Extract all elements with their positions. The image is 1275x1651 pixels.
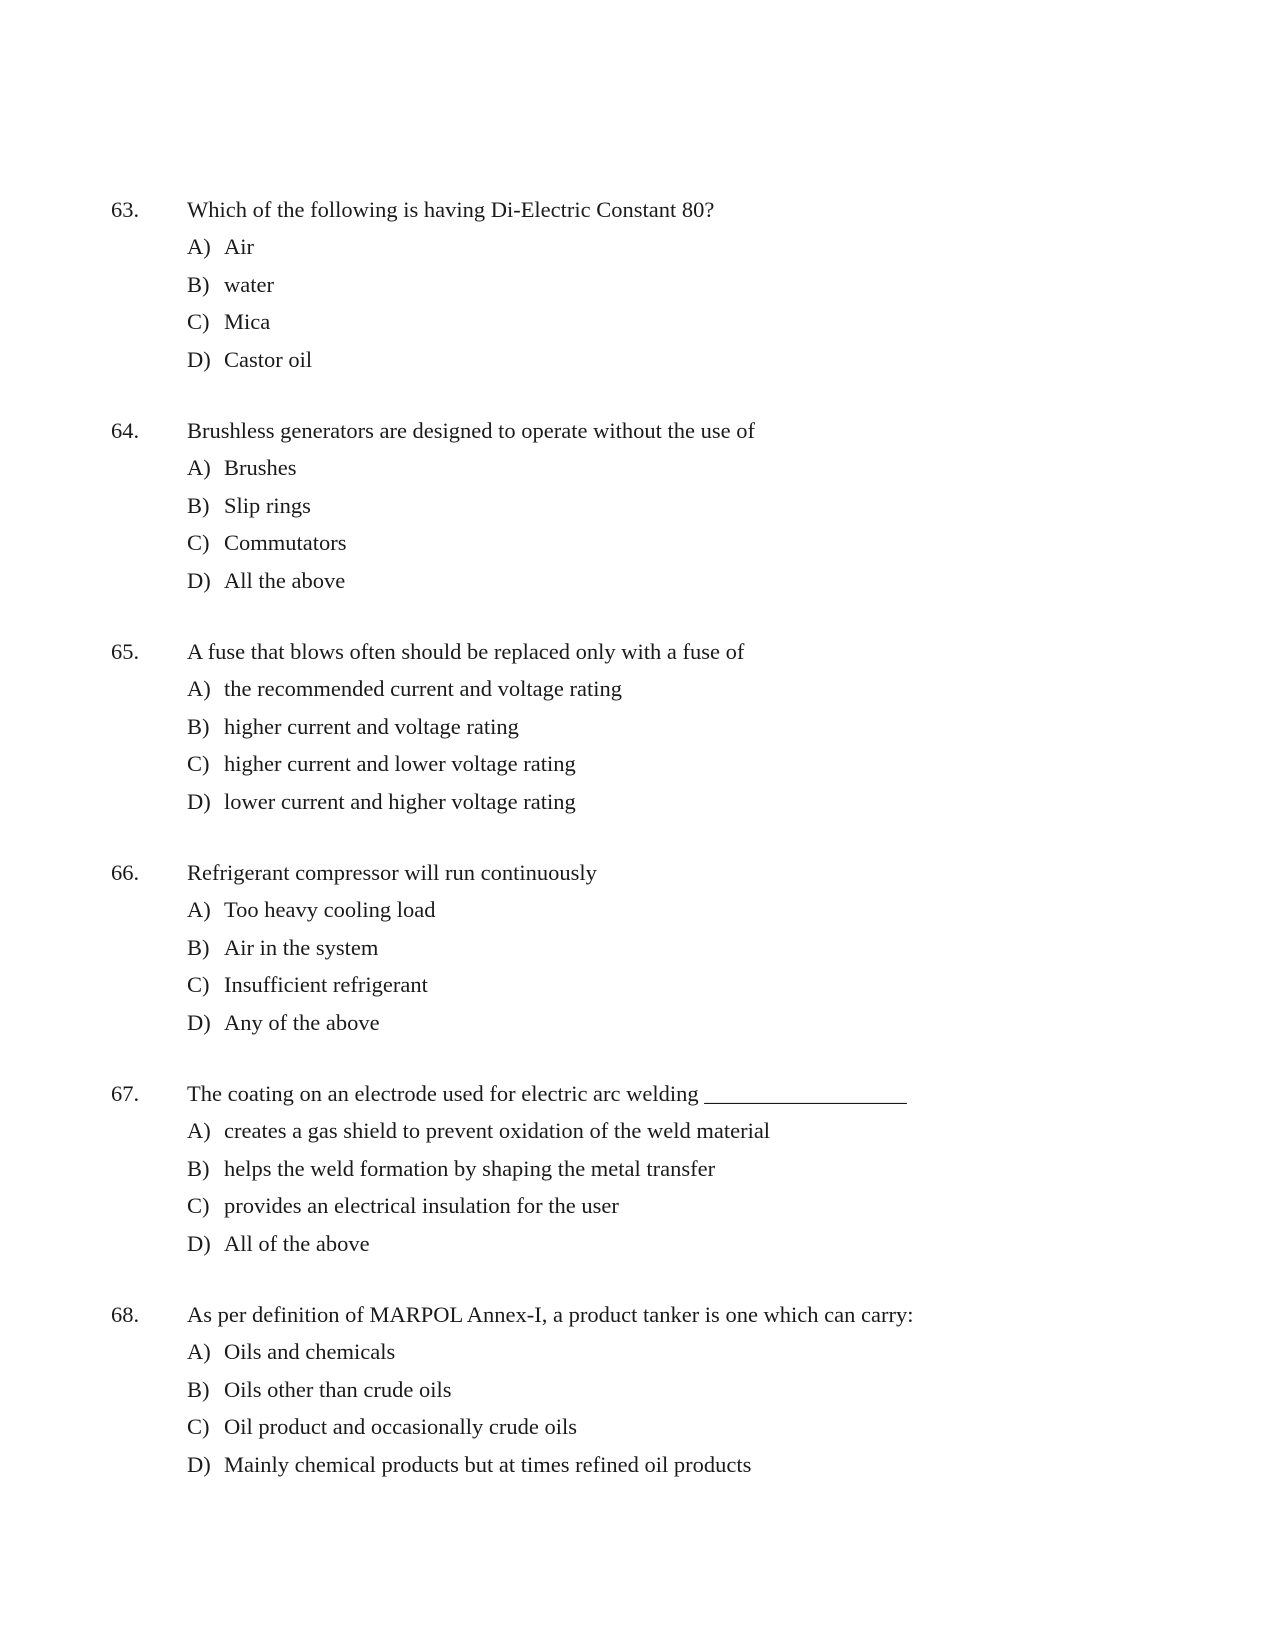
option-b bbox=[0, 266, 1275, 304]
option-text: Brushes bbox=[224, 455, 297, 480]
question-text: The coating on an electrode used for electric arc welding __________________ bbox=[187, 1081, 907, 1106]
option-letter: A) bbox=[187, 676, 211, 701]
option-letter: B) bbox=[187, 934, 210, 960]
option-a bbox=[0, 670, 1275, 708]
option-letter: B) bbox=[187, 713, 210, 739]
question-row bbox=[0, 634, 1275, 670]
option-text: All of the above bbox=[224, 1230, 370, 1256]
option-text: higher current and lower voltage rating bbox=[224, 751, 576, 776]
option-b bbox=[0, 487, 1275, 525]
option-d bbox=[0, 341, 1275, 379]
option-text: Mica bbox=[224, 309, 271, 334]
question-67 bbox=[0, 1076, 1275, 1262]
option-text: provides an electrical insulation for the user bbox=[224, 1193, 619, 1218]
option-c bbox=[0, 1187, 1275, 1225]
option-text: lower current and higher voltage rating bbox=[224, 788, 576, 814]
option-c bbox=[0, 745, 1275, 783]
option-letter: C) bbox=[187, 1414, 210, 1439]
question-number: 66. bbox=[111, 860, 140, 885]
question-text: Which of the following is having Di-Electric Constant 80? bbox=[187, 197, 715, 222]
option-letter: D) bbox=[187, 567, 211, 593]
option-text: Commutators bbox=[224, 530, 347, 555]
option-text: Air bbox=[224, 234, 254, 259]
option-letter: A) bbox=[187, 1339, 211, 1364]
option-letter: D) bbox=[187, 346, 211, 372]
option-letter: A) bbox=[187, 455, 211, 480]
option-letter: C) bbox=[187, 530, 210, 555]
option-letter: A) bbox=[187, 234, 211, 259]
question-number: 68. bbox=[111, 1302, 140, 1327]
question-63 bbox=[0, 192, 1275, 378]
option-text: Insufficient refrigerant bbox=[224, 972, 428, 997]
option-text: Mainly chemical products but at times refined oil products bbox=[224, 1451, 752, 1477]
option-letter: B) bbox=[187, 271, 210, 297]
option-a bbox=[0, 1333, 1275, 1371]
option-text: the recommended current and voltage rating bbox=[224, 676, 622, 701]
option-a bbox=[0, 891, 1275, 929]
option-letter: D) bbox=[187, 788, 211, 814]
option-text: Oils other than crude oils bbox=[224, 1376, 452, 1402]
option-text: Slip rings bbox=[224, 492, 311, 518]
option-c bbox=[0, 524, 1275, 562]
option-text: Oil product and occasionally crude oils bbox=[224, 1414, 578, 1439]
option-text: All the above bbox=[224, 567, 346, 593]
question-text: As per definition of MARPOL Annex-I, a product tanker is one which can carry: bbox=[187, 1302, 914, 1327]
question-68 bbox=[0, 1297, 1275, 1483]
question-65 bbox=[0, 634, 1275, 820]
option-c bbox=[0, 966, 1275, 1004]
question-row bbox=[0, 855, 1275, 891]
option-b bbox=[0, 929, 1275, 967]
option-letter: C) bbox=[187, 972, 210, 997]
option-letter: A) bbox=[187, 897, 211, 922]
option-a bbox=[0, 1112, 1275, 1150]
option-letter: B) bbox=[187, 1376, 210, 1402]
option-text: helps the weld formation by shaping the metal transfer bbox=[224, 1155, 716, 1181]
option-a bbox=[0, 449, 1275, 487]
option-text: Castor oil bbox=[224, 346, 313, 372]
question-64 bbox=[0, 413, 1275, 599]
question-text: Brushless generators are designed to operate without the use of bbox=[187, 418, 755, 443]
question-number: 64. bbox=[111, 418, 140, 443]
option-d bbox=[0, 1225, 1275, 1263]
option-letter: D) bbox=[187, 1230, 211, 1256]
option-text: Any of the above bbox=[224, 1009, 380, 1035]
question-row bbox=[0, 192, 1275, 228]
option-text: Air in the system bbox=[224, 934, 379, 960]
option-text: Too heavy cooling load bbox=[224, 897, 436, 922]
option-text: water bbox=[224, 271, 274, 297]
option-letter: C) bbox=[187, 751, 210, 776]
option-letter: C) bbox=[187, 309, 210, 334]
option-b bbox=[0, 1371, 1275, 1409]
option-c bbox=[0, 1408, 1275, 1446]
question-row bbox=[0, 1297, 1275, 1333]
option-text: Oils and chemicals bbox=[224, 1339, 396, 1364]
option-d bbox=[0, 783, 1275, 821]
option-b bbox=[0, 1150, 1275, 1188]
option-letter: C) bbox=[187, 1193, 210, 1218]
option-d bbox=[0, 1446, 1275, 1484]
option-letter: A) bbox=[187, 1118, 211, 1143]
option-a bbox=[0, 228, 1275, 266]
question-number: 67. bbox=[111, 1081, 140, 1106]
option-d bbox=[0, 1004, 1275, 1042]
question-number: 65. bbox=[111, 639, 140, 664]
question-row bbox=[0, 1076, 1275, 1112]
question-number: 63. bbox=[111, 197, 140, 222]
option-letter: B) bbox=[187, 492, 210, 518]
option-letter: D) bbox=[187, 1009, 211, 1035]
option-letter: D) bbox=[187, 1451, 211, 1477]
question-66 bbox=[0, 855, 1275, 1041]
option-letter: B) bbox=[187, 1155, 210, 1181]
question-row bbox=[0, 413, 1275, 449]
question-text: Refrigerant compressor will run continuously bbox=[187, 860, 597, 885]
option-d bbox=[0, 562, 1275, 600]
option-c bbox=[0, 303, 1275, 341]
question-text: A fuse that blows often should be replaced only with a fuse of bbox=[187, 639, 745, 664]
option-b bbox=[0, 708, 1275, 746]
option-text: creates a gas shield to prevent oxidation of the weld material bbox=[224, 1118, 771, 1143]
option-text: higher current and voltage rating bbox=[224, 713, 519, 739]
